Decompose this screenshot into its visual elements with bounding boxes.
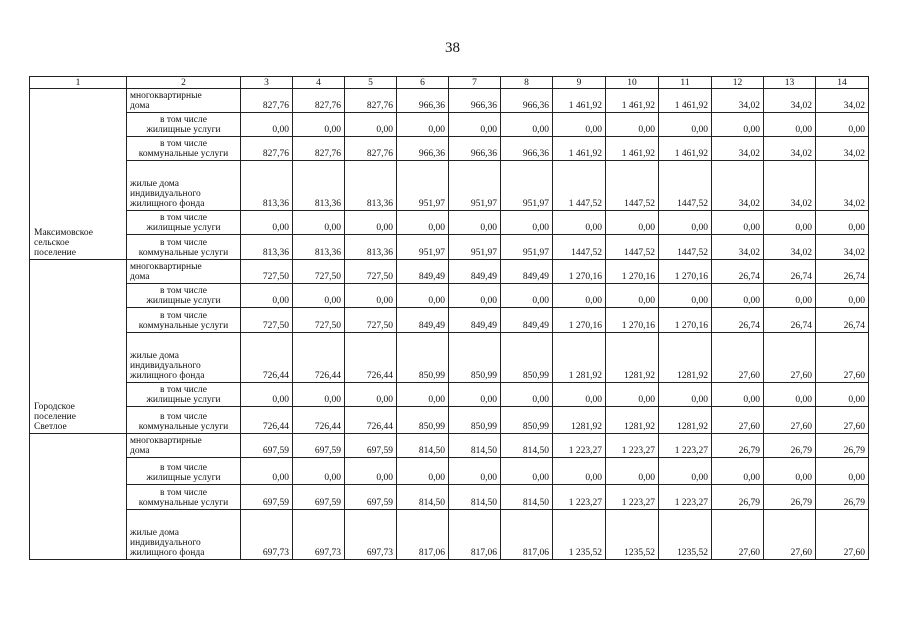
value-cell: 1 270,16 [606,308,659,333]
value-cell: 814,50 [501,434,553,458]
column-number: 5 [345,77,397,89]
value-cell: 1281,92 [606,407,659,434]
value-cell: 1 461,92 [606,137,659,161]
column-number: 8 [501,77,553,89]
table-row [30,458,869,485]
value-cell: 1 461,92 [553,137,606,161]
value-cell: 1 447,52 [553,161,606,211]
value-cell: 0,00 [501,458,553,485]
value-cell: 1 270,16 [553,260,606,284]
value-cell: 27,60 [816,407,869,434]
housing-category: многоквартирные дома [127,434,241,458]
value-cell: 966,36 [397,137,449,161]
table-row [30,113,869,137]
value-cell: 817,06 [397,510,449,560]
housing-category: в том числе жилищные услуги [127,284,241,308]
column-number: 2 [127,77,241,89]
value-cell: 849,49 [449,308,501,333]
value-cell: 827,76 [345,137,397,161]
value-cell: 1281,92 [659,333,712,383]
value-cell: 850,99 [397,333,449,383]
value-cell: 0,00 [345,113,397,137]
value-cell: 0,00 [293,113,345,137]
value-cell: 1 281,92 [553,333,606,383]
value-cell: 0,00 [241,383,293,407]
value-cell: 850,99 [501,407,553,434]
value-cell: 34,02 [816,235,869,260]
value-cell: 34,02 [712,161,764,211]
value-cell: 34,02 [816,161,869,211]
table-row [30,89,869,113]
value-cell: 1 223,27 [553,485,606,510]
housing-category: жилые дома индивидуального жилищного фонда [127,161,241,211]
value-cell: 813,36 [293,235,345,260]
value-cell: 1281,92 [606,333,659,383]
housing-category: в том числе коммунальные услуги [127,485,241,510]
table-row [30,485,869,510]
value-cell: 27,60 [816,510,869,560]
value-cell: 697,73 [293,510,345,560]
value-cell: 0,00 [449,284,501,308]
value-cell: 0,00 [816,113,869,137]
value-cell: 34,02 [816,137,869,161]
housing-category: в том числе жилищные услуги [127,458,241,485]
value-cell: 1 270,16 [659,308,712,333]
value-cell: 727,50 [345,260,397,284]
housing-category: в том числе коммунальные услуги [127,235,241,260]
value-cell: 814,50 [397,485,449,510]
value-cell: 813,36 [293,161,345,211]
value-cell: 849,49 [501,260,553,284]
value-cell: 26,74 [712,260,764,284]
value-cell: 0,00 [293,458,345,485]
settlement-name: Максимовское сельское поселение [30,89,127,260]
value-cell: 814,50 [449,434,501,458]
table-row [30,235,869,260]
value-cell: 26,79 [764,434,816,458]
value-cell: 850,99 [449,333,501,383]
value-cell: 0,00 [553,458,606,485]
value-cell: 697,73 [345,510,397,560]
value-cell: 0,00 [606,284,659,308]
settlement-name: Городское поселение Светлое [30,260,127,434]
value-cell: 0,00 [553,113,606,137]
column-number: 12 [712,77,764,89]
value-cell: 27,60 [764,510,816,560]
value-cell: 697,59 [293,434,345,458]
value-cell: 951,97 [449,161,501,211]
value-cell: 1 235,52 [553,510,606,560]
value-cell: 1235,52 [659,510,712,560]
column-number: 13 [764,77,816,89]
value-cell: 814,50 [449,485,501,510]
value-cell: 0,00 [553,284,606,308]
value-cell: 849,49 [397,260,449,284]
value-cell: 727,50 [241,260,293,284]
value-cell: 27,60 [764,333,816,383]
value-cell: 850,99 [449,407,501,434]
value-cell: 26,79 [816,485,869,510]
value-cell: 0,00 [712,383,764,407]
value-cell: 1447,52 [606,161,659,211]
value-cell: 966,36 [501,137,553,161]
value-cell: 1 223,27 [606,434,659,458]
value-cell: 849,49 [397,308,449,333]
table-row [30,137,869,161]
value-cell: 0,00 [241,113,293,137]
value-cell: 1 270,16 [553,308,606,333]
value-cell: 27,60 [816,333,869,383]
value-cell: 34,02 [816,89,869,113]
value-cell: 26,74 [764,308,816,333]
value-cell: 827,76 [293,89,345,113]
table-row [30,161,869,211]
column-number-row [30,77,869,89]
value-cell: 966,36 [501,89,553,113]
value-cell: 0,00 [449,113,501,137]
value-cell: 0,00 [659,383,712,407]
table-row [30,308,869,333]
value-cell: 0,00 [241,284,293,308]
value-cell: 27,60 [712,407,764,434]
value-cell: 814,50 [397,434,449,458]
value-cell: 727,50 [293,260,345,284]
value-cell: 26,74 [816,308,869,333]
value-cell: 27,60 [764,407,816,434]
value-cell: 697,59 [345,485,397,510]
column-number: 3 [241,77,293,89]
value-cell: 26,79 [712,434,764,458]
value-cell: 727,50 [241,308,293,333]
table-row [30,333,869,383]
value-cell: 726,44 [241,407,293,434]
value-cell: 0,00 [816,458,869,485]
value-cell: 827,76 [293,137,345,161]
value-cell: 0,00 [449,458,501,485]
value-cell: 0,00 [397,383,449,407]
value-cell: 34,02 [764,235,816,260]
value-cell: 1281,92 [553,407,606,434]
value-cell: 0,00 [449,383,501,407]
value-cell: 697,59 [293,485,345,510]
value-cell: 813,36 [345,235,397,260]
housing-category: многоквартирные дома [127,260,241,284]
table-row [30,383,869,407]
housing-category: многоквартирные дома [127,89,241,113]
housing-category: жилые дома индивидуального жилищного фонда [127,510,241,560]
housing-category: в том числе жилищные услуги [127,383,241,407]
value-cell: 849,49 [501,308,553,333]
table-row [30,407,869,434]
value-cell: 34,02 [764,137,816,161]
table-row [30,284,869,308]
column-number: 6 [397,77,449,89]
value-cell: 817,06 [449,510,501,560]
value-cell: 0,00 [501,211,553,235]
value-cell: 813,36 [241,235,293,260]
value-cell: 0,00 [712,113,764,137]
value-cell: 0,00 [659,458,712,485]
column-number: 9 [553,77,606,89]
value-cell: 26,79 [764,485,816,510]
housing-category: жилые дома индивидуального жилищного фонда [127,333,241,383]
value-cell: 1 461,92 [553,89,606,113]
value-cell: 0,00 [449,211,501,235]
value-cell: 0,00 [606,383,659,407]
value-cell: 697,59 [241,485,293,510]
value-cell: 1 461,92 [606,89,659,113]
table-row [30,211,869,235]
housing-category: в том числе жилищные услуги [127,211,241,235]
value-cell: 0,00 [397,113,449,137]
value-cell: 0,00 [712,284,764,308]
value-cell: 0,00 [241,211,293,235]
page-number: 38 [445,40,460,56]
value-cell: 966,36 [449,137,501,161]
value-cell: 0,00 [345,383,397,407]
value-cell: 26,74 [712,308,764,333]
value-cell: 26,79 [712,485,764,510]
value-cell: 813,36 [241,161,293,211]
settlement-name [30,434,127,560]
value-cell: 0,00 [501,113,553,137]
value-cell: 0,00 [501,284,553,308]
value-cell: 827,76 [241,137,293,161]
value-cell: 727,50 [293,308,345,333]
value-cell: 1447,52 [553,235,606,260]
column-number: 1 [30,77,127,89]
value-cell: 0,00 [764,113,816,137]
value-cell: 0,00 [712,458,764,485]
value-cell: 0,00 [345,211,397,235]
table-row [30,510,869,560]
housing-category: в том числе коммунальные услуги [127,308,241,333]
value-cell: 1447,52 [606,235,659,260]
value-cell: 726,44 [345,333,397,383]
value-cell: 827,76 [241,89,293,113]
value-cell: 34,02 [712,137,764,161]
value-cell: 951,97 [449,235,501,260]
value-cell: 0,00 [553,383,606,407]
value-cell: 726,44 [293,407,345,434]
value-cell: 951,97 [501,161,553,211]
value-cell: 0,00 [606,211,659,235]
value-cell: 0,00 [293,211,345,235]
column-number: 4 [293,77,345,89]
value-cell: 1 223,27 [606,485,659,510]
value-cell: 0,00 [712,211,764,235]
table-body [30,77,869,560]
housing-category: в том числе коммунальные услуги [127,407,241,434]
value-cell: 850,99 [397,407,449,434]
value-cell: 0,00 [397,211,449,235]
value-cell: 0,00 [501,383,553,407]
value-cell: 814,50 [501,485,553,510]
value-cell: 827,76 [345,89,397,113]
housing-category: в том числе жилищные услуги [127,113,241,137]
value-cell: 726,44 [345,407,397,434]
value-cell: 0,00 [606,113,659,137]
value-cell: 0,00 [659,113,712,137]
value-cell: 951,97 [397,161,449,211]
value-cell: 0,00 [659,211,712,235]
column-number: 10 [606,77,659,89]
value-cell: 27,60 [712,510,764,560]
value-cell: 34,02 [712,89,764,113]
value-cell: 697,59 [345,434,397,458]
value-cell: 726,44 [241,333,293,383]
value-cell: 0,00 [764,458,816,485]
value-cell: 1 461,92 [659,137,712,161]
value-cell: 1447,52 [659,235,712,260]
value-cell: 726,44 [293,333,345,383]
value-cell: 0,00 [816,284,869,308]
column-number: 14 [816,77,869,89]
column-number: 7 [449,77,501,89]
value-cell: 1 223,27 [659,485,712,510]
table-row [30,260,869,284]
value-cell: 26,79 [816,434,869,458]
value-cell: 697,73 [241,510,293,560]
value-cell: 26,74 [764,260,816,284]
housing-category: в том числе коммунальные услуги [127,137,241,161]
value-cell: 0,00 [553,211,606,235]
value-cell: 0,00 [659,284,712,308]
value-cell: 0,00 [241,458,293,485]
value-cell: 0,00 [606,458,659,485]
value-cell: 1281,92 [659,407,712,434]
value-cell: 951,97 [397,235,449,260]
value-cell: 1447,52 [659,161,712,211]
value-cell: 1 461,92 [659,89,712,113]
value-cell: 1235,52 [606,510,659,560]
value-cell: 1 223,27 [659,434,712,458]
column-number: 11 [659,77,712,89]
value-cell: 0,00 [397,284,449,308]
value-cell: 850,99 [501,333,553,383]
value-cell: 849,49 [449,260,501,284]
value-cell: 0,00 [764,383,816,407]
value-cell: 697,59 [241,434,293,458]
value-cell: 26,74 [816,260,869,284]
value-cell: 0,00 [345,458,397,485]
value-cell: 0,00 [764,211,816,235]
value-cell: 1 223,27 [553,434,606,458]
value-cell: 0,00 [397,458,449,485]
value-cell: 34,02 [712,235,764,260]
value-cell: 1 270,16 [659,260,712,284]
value-cell: 27,60 [712,333,764,383]
value-cell: 817,06 [501,510,553,560]
value-cell: 0,00 [764,284,816,308]
value-cell: 34,02 [764,89,816,113]
value-cell: 727,50 [345,308,397,333]
value-cell: 34,02 [764,161,816,211]
value-cell: 0,00 [816,383,869,407]
value-cell: 951,97 [501,235,553,260]
value-cell: 966,36 [397,89,449,113]
value-cell: 0,00 [293,383,345,407]
value-cell: 0,00 [816,211,869,235]
value-cell: 0,00 [293,284,345,308]
value-cell: 813,36 [345,161,397,211]
table-row [30,434,869,458]
value-cell: 1 270,16 [606,260,659,284]
value-cell: 966,36 [449,89,501,113]
value-cell: 0,00 [345,284,397,308]
tariff-table [29,76,869,560]
